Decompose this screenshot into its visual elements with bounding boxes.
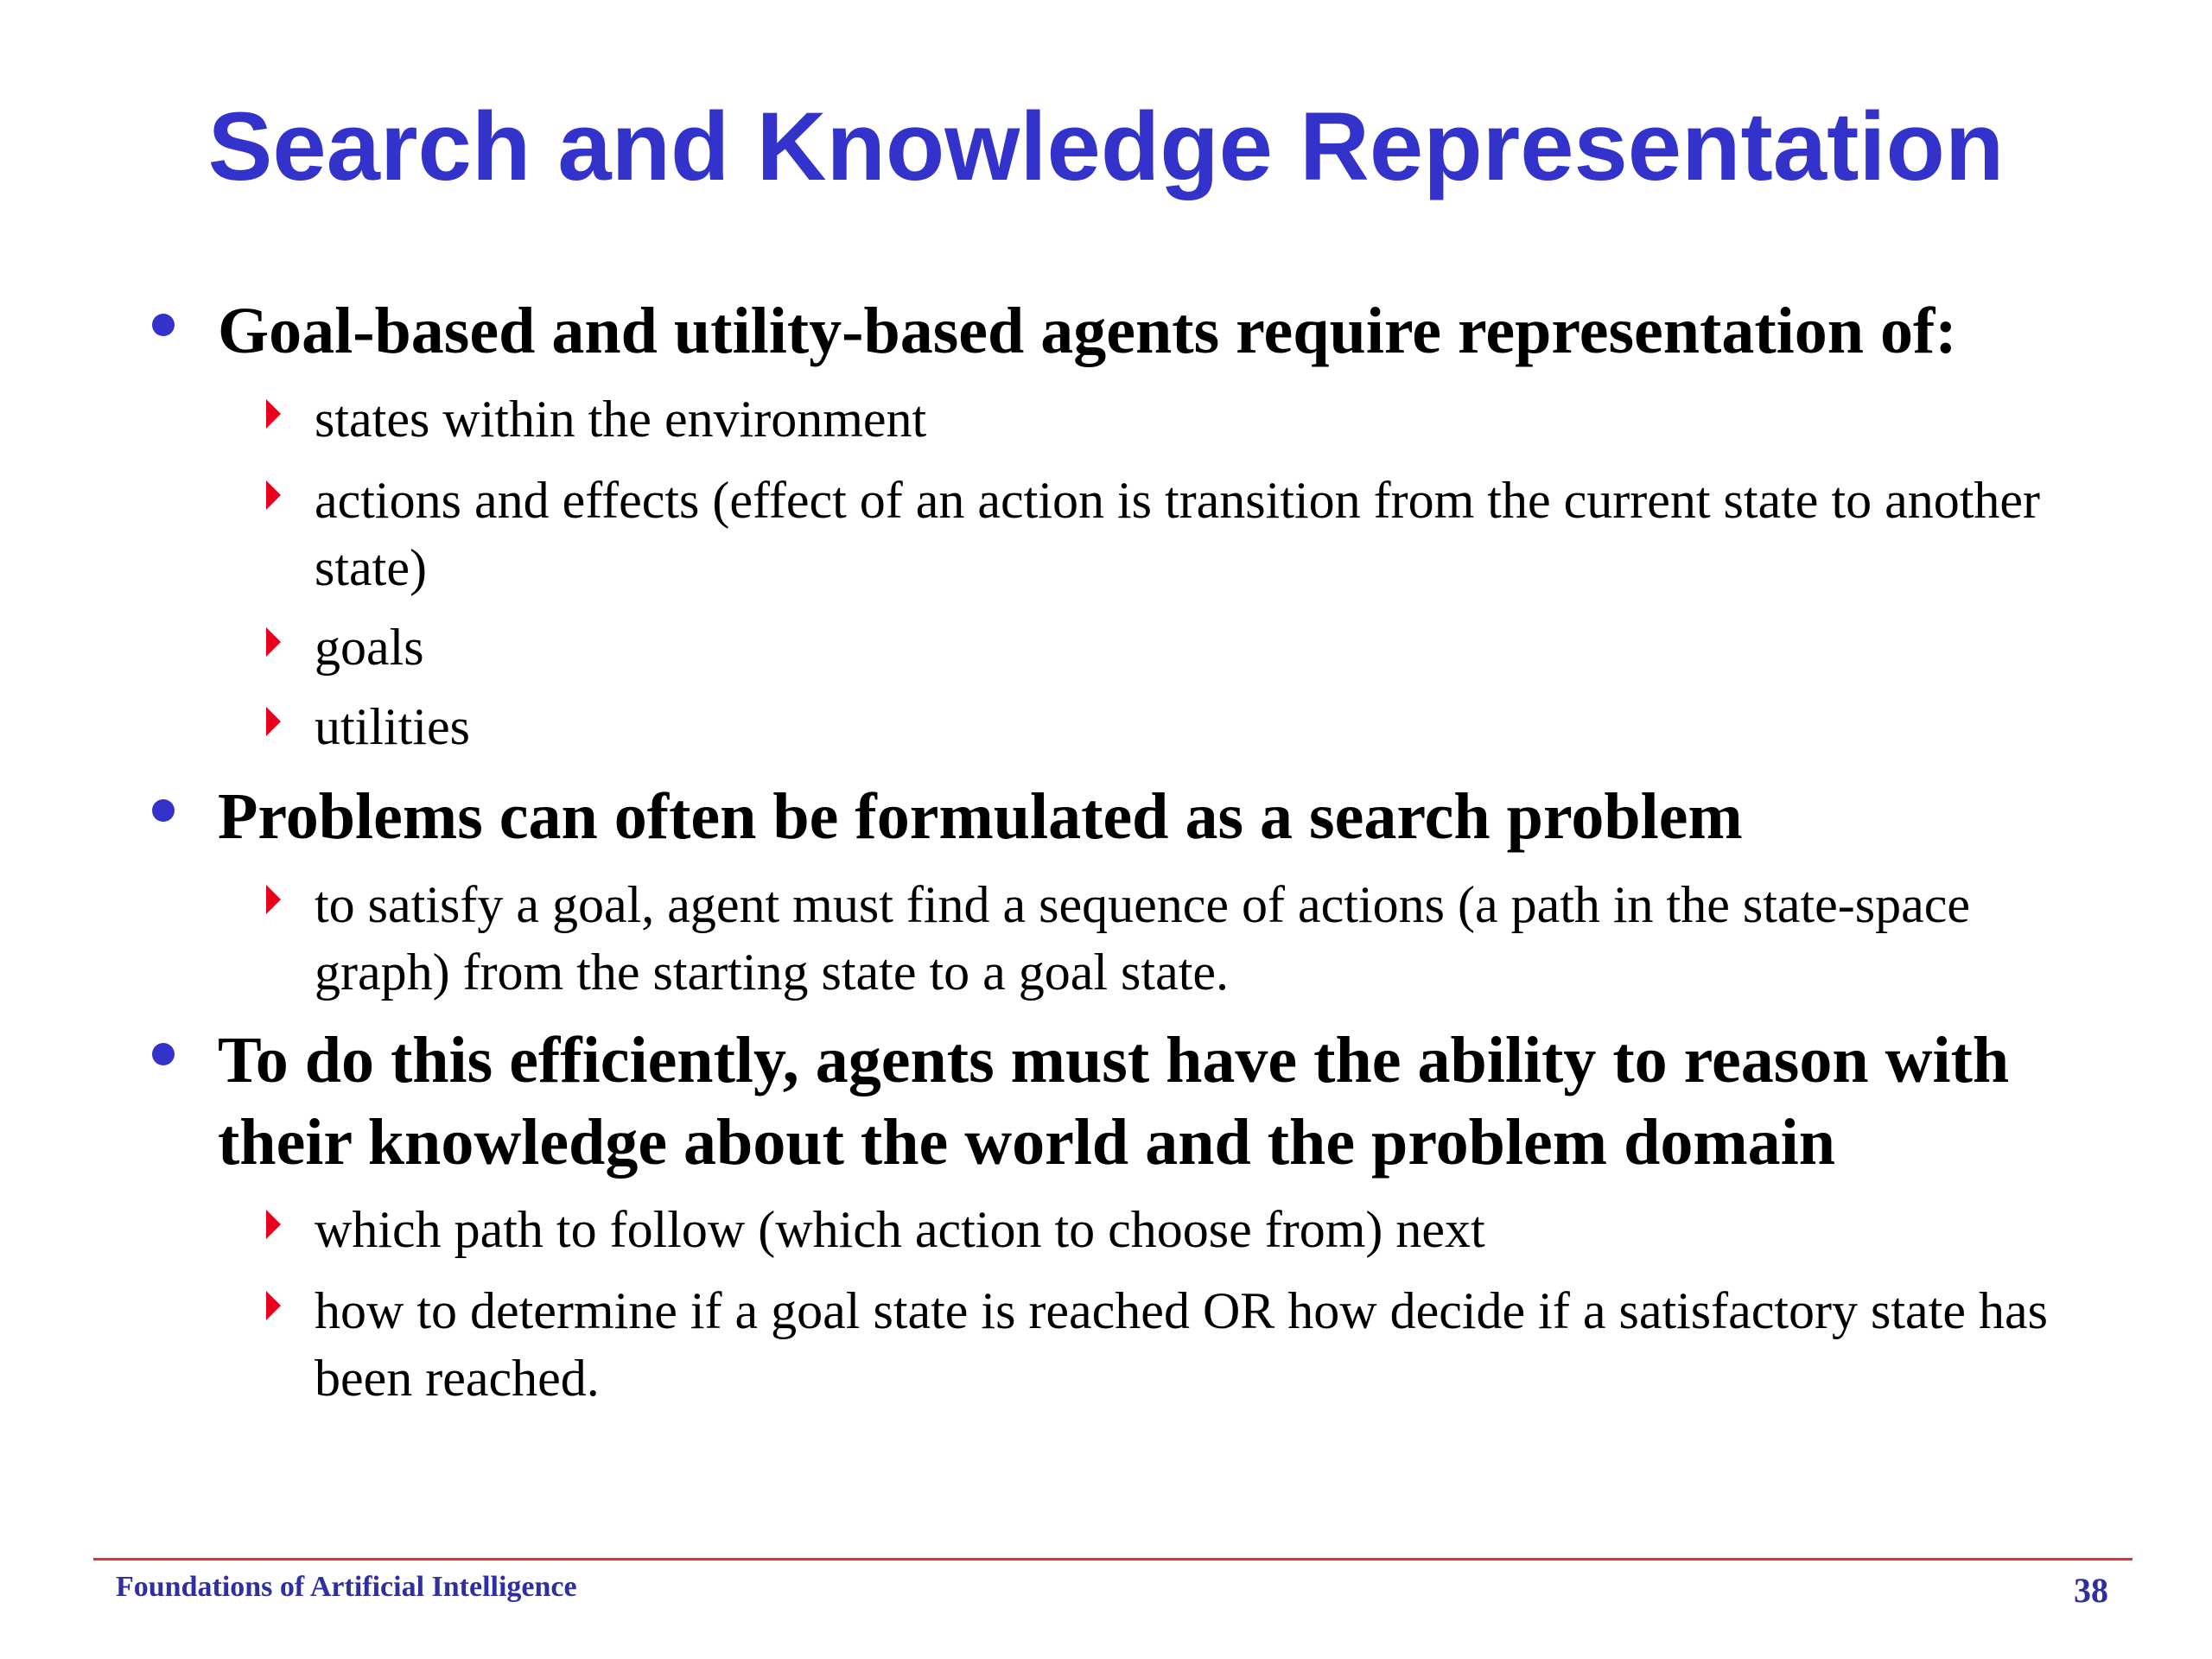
sub-bullet-item	[315, 613, 2112, 681]
sub-bullet-item	[315, 871, 2112, 1006]
bullet-text: Goal-based and utility-based agents require representation of:	[218, 295, 1957, 367]
sub-bullet-item	[315, 693, 2112, 760]
sub-bullet-text: actions and effects (effect of an action is transition from the current state to another state)	[315, 472, 2041, 596]
bullet-item	[218, 1020, 2119, 1184]
bullet-item	[218, 776, 2119, 858]
triangle-bullet-icon	[266, 480, 281, 510]
sub-bullet-text: goals	[315, 619, 424, 676]
triangle-bullet-icon	[266, 1210, 281, 1239]
sub-bullet-text: to satisfy a goal, agent must find a sequence of actions (a path in the state-space graph) from the starting state to a goal state.	[315, 876, 1971, 1001]
bullet-dot-icon	[152, 314, 175, 336]
triangle-bullet-icon	[266, 885, 281, 914]
page-number: 38	[2074, 1571, 2108, 1610]
triangle-bullet-icon	[266, 399, 281, 429]
sub-bullet-item	[315, 1196, 2112, 1263]
sub-bullet-item	[315, 1277, 2112, 1412]
triangle-bullet-icon	[266, 707, 281, 736]
footer-divider	[93, 1558, 2133, 1560]
sub-bullet-text: how to determine if a goal state is reached OR how decide if a satisfactory state has been reached.	[315, 1282, 2048, 1407]
bullet-dot-icon	[152, 799, 175, 822]
sub-bullet-text: utilities	[315, 698, 470, 755]
slide-title: Search and Knowledge Representation	[207, 92, 2005, 200]
sub-bullet-item	[315, 385, 2112, 453]
bullet-dot-icon	[152, 1043, 175, 1065]
triangle-bullet-icon	[266, 1291, 281, 1320]
triangle-bullet-icon	[266, 627, 281, 657]
bullet-text: To do this efficiently, agents must have the ability to reason with their knowledge about the world and the problem domain	[218, 1024, 2010, 1179]
bullet-item	[218, 290, 2119, 372]
sub-bullet-item	[315, 467, 2112, 601]
sub-bullet-text: which path to follow (which action to choose from) next	[315, 1201, 1485, 1258]
bullet-text: Problems can often be formulated as a search problem	[218, 780, 1743, 853]
footer-course-title: Foundations of Artificial Intelligence	[116, 1571, 577, 1603]
sub-bullet-text: states within the environment	[315, 391, 927, 448]
